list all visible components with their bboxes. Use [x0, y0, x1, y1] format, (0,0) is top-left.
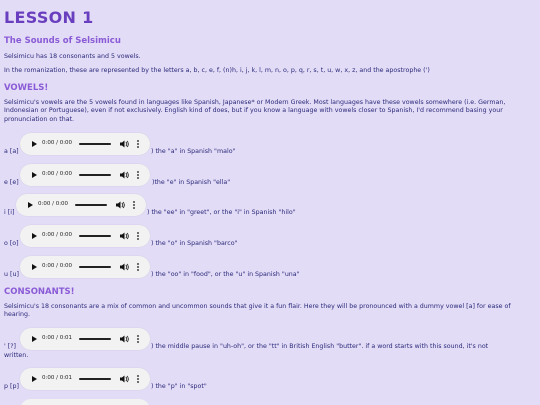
play-icon[interactable] [32, 264, 37, 270]
lesson-title: LESSON 1 [4, 8, 94, 27]
more-options-icon[interactable] [136, 231, 140, 241]
volume-icon[interactable] [119, 374, 129, 384]
intro-paragraph-2: In the romanization, these are represented by the letters a, b, c, e, f, (n)h, i, j, k, l, m, n, o, p, q, r, s, t, u, w, x, z, and the apostrophe (') [4, 67, 430, 74]
vowel-description: ) the "a" in Spanish "malo" [151, 148, 236, 155]
audio-time: 0:00 / 0:00 [42, 140, 73, 146]
audio-progress-track[interactable] [79, 174, 111, 176]
play-icon[interactable] [32, 233, 37, 239]
vowels-paragraph: Selsimicu's vowels are the 5 vowels found in languages like Spanish, Japanese* or Modern Greek. Most languages have these vowels somewhere (i.e. German, Indonesian or Portuguese), even if not exclusively. English kind of does, but if you know a language with vowels closer to Spanish, I'd recommend basing your pronunciation on that. [4, 99, 506, 123]
sounds-heading: The Sounds of Selsimicu [4, 36, 121, 46]
vowels-heading: VOWELS! [4, 83, 49, 93]
play-icon[interactable] [28, 202, 33, 208]
audio-player[interactable] [20, 225, 150, 247]
intro-paragraph-1: Selsimicu has 18 consonants and 5 vowels. [4, 53, 141, 60]
audio-player[interactable] [20, 133, 150, 155]
consonant-description: ) the middle pause in "uh-oh", or the "tt" in British English "butter". if a word starts with this sound, it's not [151, 343, 489, 350]
audio-time: 0:00 / 0:01 [42, 375, 73, 381]
volume-icon[interactable] [119, 139, 129, 149]
audio-time: 0:00 / 0:00 [38, 201, 69, 207]
audio-player[interactable] [16, 194, 146, 216]
audio-progress-track[interactable] [79, 338, 111, 340]
more-options-icon[interactable] [136, 374, 140, 384]
volume-icon[interactable] [119, 170, 129, 180]
vowel-letter: o [o] [4, 240, 19, 247]
vowel-letter: e [e] [4, 179, 19, 186]
vowel-letter: i [i] [4, 209, 15, 216]
more-options-icon[interactable] [136, 170, 140, 180]
audio-time: 0:00 / 0:01 [42, 335, 73, 341]
audio-progress-track[interactable] [79, 143, 111, 145]
consonant-description-continued: written. [4, 352, 29, 359]
play-icon[interactable] [32, 172, 37, 178]
audio-time: 0:00 / 0:00 [42, 263, 73, 269]
audio-player[interactable] [20, 256, 150, 278]
consonant-letter: ' [?] [4, 343, 16, 350]
vowel-description: ) the "oo" in "food", or the "u" in Spanish "una" [151, 271, 300, 278]
audio-progress-track[interactable] [75, 204, 107, 206]
consonant-letter: p [p] [4, 383, 19, 390]
audio-player[interactable] [20, 164, 150, 186]
consonants-paragraph: Selsimicu's 18 consonants are a mix of common and uncommon sounds that give it a fun flair. Here they will be pronounced with a dummy vowel [a] for ease of hearing. [4, 303, 511, 319]
vowel-letter: a [a] [4, 148, 19, 155]
volume-icon[interactable] [119, 334, 129, 344]
more-options-icon[interactable] [136, 139, 140, 149]
vowel-description: ) the "ee" in "greet", or the "i" in Spanish "hilo" [147, 209, 296, 216]
audio-time: 0:00 / 0:00 [42, 171, 73, 177]
vowel-row-u [4, 256, 534, 294]
volume-icon[interactable] [119, 262, 129, 272]
consonant-description: ) the "p" in "spot" [151, 383, 207, 390]
audio-progress-track[interactable] [79, 235, 111, 237]
volume-icon[interactable] [115, 200, 125, 210]
audio-time: 0:00 / 0:00 [42, 232, 73, 238]
audio-progress-track[interactable] [79, 378, 111, 380]
more-options-icon[interactable] [136, 334, 140, 344]
more-options-icon[interactable] [136, 262, 140, 272]
vowel-letter: u [u] [4, 271, 19, 278]
play-icon[interactable] [32, 336, 37, 342]
audio-player[interactable] [20, 399, 150, 405]
audio-player[interactable] [20, 328, 150, 350]
volume-icon[interactable] [119, 231, 129, 241]
play-icon[interactable] [32, 376, 37, 382]
vowel-description: )the "e" in Spanish "ella" [152, 179, 231, 186]
consonant-row-glottal-stop [4, 328, 534, 366]
play-icon[interactable] [32, 141, 37, 147]
audio-progress-track[interactable] [79, 266, 111, 268]
consonants-heading: CONSONANTS! [4, 287, 75, 297]
more-options-icon[interactable] [132, 200, 136, 210]
audio-player[interactable] [20, 368, 150, 390]
vowel-description: ) the "o" in Spanish "barco" [151, 240, 238, 247]
